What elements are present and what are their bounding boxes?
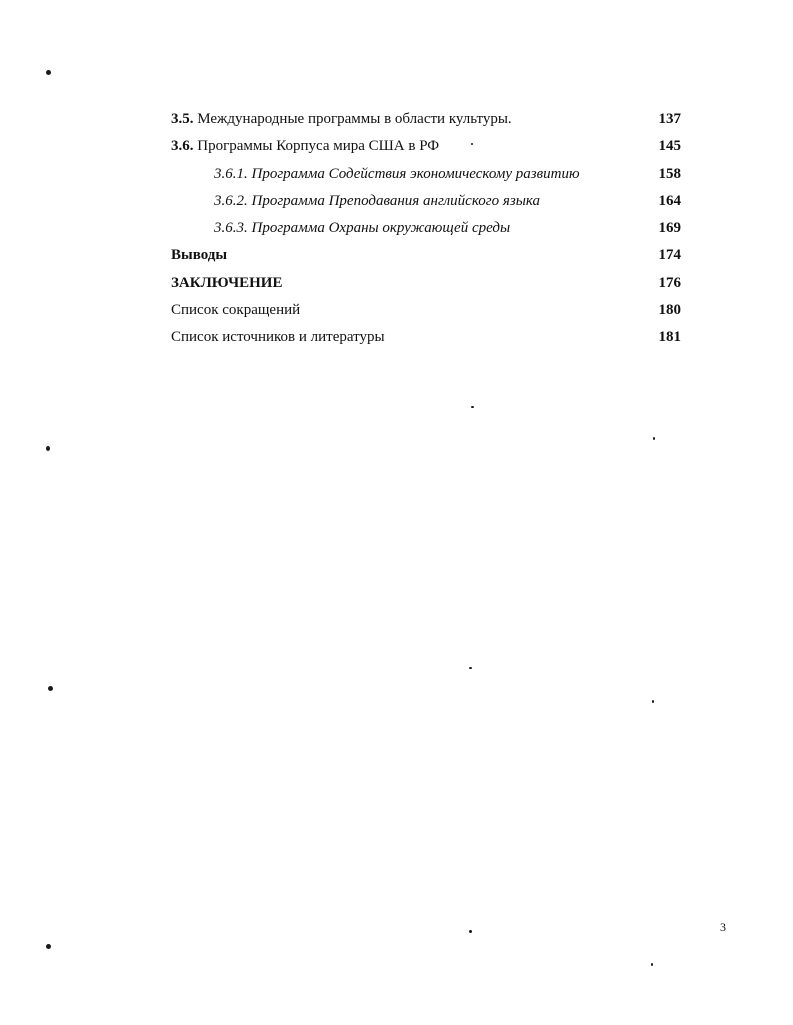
toc-entry-number: 3.5. [171,111,194,127]
scan-speck [469,667,472,669]
toc-entry-3-5 [171,106,681,133]
toc-entry-3-6 [171,133,681,160]
toc-entry-final-conclusion [171,270,681,297]
scan-speck [48,686,53,691]
toc-entry-title: Программы Корпуса мира США в РФ [197,138,440,155]
toc-entry-page: 181 [658,329,681,346]
toc-entry-page: 158 [658,165,681,182]
scan-speck [471,406,474,408]
toc-entry-label [171,106,512,133]
page-number: 3 [720,920,726,934]
toc-entry-title: Список сокращений [171,302,301,319]
toc-entry-title: ЗАКЛЮЧЕНИЕ [171,274,283,291]
toc-entry-page: 176 [658,274,681,291]
toc-entry-sources [171,324,681,351]
scan-speck [469,930,472,933]
toc-entry-page: 145 [658,138,681,155]
scan-speck [471,143,473,145]
toc-entry-3-6-3 [171,215,681,242]
scan-speck [653,437,655,440]
toc-entry-title: 3.6.2. Программа Преподавания английского языка [214,192,541,209]
toc-entry-title: Список источников и литературы [171,329,385,346]
toc-entry-page: 180 [658,302,681,319]
toc-entry-title: Выводы [171,247,228,264]
table-of-contents [171,106,681,352]
toc-entry-title: Международные программы в области культуры. [197,111,512,127]
toc-entry-number: 3.6. [171,138,194,155]
scan-speck [46,70,51,75]
scan-speck [46,944,51,949]
toc-entry-page: 164 [658,192,681,209]
toc-entry-title: 3.6.3. Программа Охраны окружающей среды [214,220,511,237]
toc-entry-page: 169 [658,220,681,237]
toc-entry-3-6-2 [171,188,681,215]
toc-entry-page: 174 [658,247,681,264]
toc-entry-label [171,133,439,160]
scan-speck [46,446,50,451]
toc-entry-conclusions [171,242,681,269]
scan-speck [652,700,654,703]
toc-entry-3-6-1 [171,161,681,188]
toc-entry-title: 3.6.1. Программа Содействия экономическому развитию [214,165,580,182]
toc-entry-abbreviations [171,297,681,324]
scan-speck [651,963,653,966]
toc-entry-page: 137 [658,111,681,127]
